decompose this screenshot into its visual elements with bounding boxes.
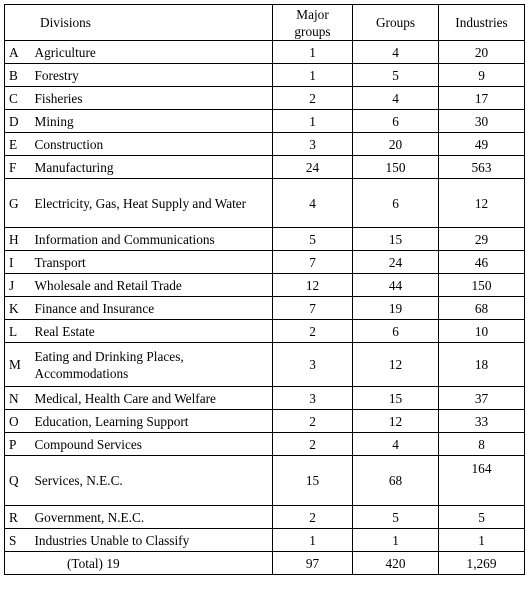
major-groups-cell: 1 <box>273 529 353 552</box>
groups-cell: 5 <box>353 506 439 529</box>
groups-cell: 5 <box>353 64 439 87</box>
division-code: L <box>5 320 29 343</box>
division-code: K <box>5 297 29 320</box>
major-groups-cell: 5 <box>273 228 353 251</box>
division-code: H <box>5 228 29 251</box>
division-name: Real Estate <box>29 320 273 343</box>
division-name: Transport <box>29 251 273 274</box>
division-code: A <box>5 41 29 64</box>
groups-cell: 68 <box>353 456 439 506</box>
division-code: R <box>5 506 29 529</box>
industries-cell: 150 <box>439 274 525 297</box>
table-row <box>5 228 525 251</box>
industries-cell: 8 <box>439 433 525 456</box>
division-code: E <box>5 133 29 156</box>
industries-cell: 20 <box>439 41 525 64</box>
industries-cell: 10 <box>439 320 525 343</box>
division-name: Agriculture <box>29 41 273 64</box>
major-groups-cell: 1 <box>273 64 353 87</box>
major-groups-cell: 15 <box>273 456 353 506</box>
total-industries: 1,269 <box>439 552 525 575</box>
groups-cell: 4 <box>353 41 439 64</box>
division-code: P <box>5 433 29 456</box>
total-row <box>5 552 525 575</box>
division-code: F <box>5 156 29 179</box>
division-code: N <box>5 387 29 410</box>
division-code: J <box>5 274 29 297</box>
division-code: G <box>5 179 29 228</box>
table-row <box>5 456 525 506</box>
table-row <box>5 41 525 64</box>
division-name: Fisheries <box>29 87 273 110</box>
major-groups-cell: 4 <box>273 179 353 228</box>
groups-cell: 1 <box>353 529 439 552</box>
total-groups: 420 <box>353 552 439 575</box>
division-name: Electricity, Gas, Heat Supply and Water <box>29 179 273 228</box>
major-groups-cell: 2 <box>273 87 353 110</box>
major-groups-cell: 7 <box>273 251 353 274</box>
groups-cell: 4 <box>353 87 439 110</box>
industries-cell: 563 <box>439 156 525 179</box>
table-row <box>5 410 525 433</box>
groups-cell: 12 <box>353 410 439 433</box>
header-groups: Groups <box>353 5 439 41</box>
total-label: (Total) 19 <box>5 552 273 575</box>
groups-cell: 4 <box>353 433 439 456</box>
division-code: B <box>5 64 29 87</box>
major-groups-cell: 2 <box>273 506 353 529</box>
groups-cell: 15 <box>353 228 439 251</box>
division-name: Finance and Insurance <box>29 297 273 320</box>
division-name: Forestry <box>29 64 273 87</box>
header-divisions: Divisions <box>5 5 273 41</box>
major-groups-cell: 3 <box>273 343 353 387</box>
table-row <box>5 274 525 297</box>
major-groups-cell: 7 <box>273 297 353 320</box>
major-groups-cell: 12 <box>273 274 353 297</box>
groups-cell: 44 <box>353 274 439 297</box>
table-row <box>5 433 525 456</box>
industries-cell: 17 <box>439 87 525 110</box>
industries-cell: 29 <box>439 228 525 251</box>
division-code: Q <box>5 456 29 506</box>
header-industries: Industries <box>439 5 525 41</box>
groups-cell: 12 <box>353 343 439 387</box>
table-row <box>5 506 525 529</box>
groups-cell: 24 <box>353 251 439 274</box>
division-code: O <box>5 410 29 433</box>
major-groups-cell: 1 <box>273 110 353 133</box>
groups-cell: 15 <box>353 387 439 410</box>
industries-cell: 30 <box>439 110 525 133</box>
table-row <box>5 320 525 343</box>
industries-cell: 12 <box>439 179 525 228</box>
industries-cell: 18 <box>439 343 525 387</box>
division-code: D <box>5 110 29 133</box>
division-code: M <box>5 343 29 387</box>
major-groups-cell: 1 <box>273 41 353 64</box>
major-groups-cell: 2 <box>273 433 353 456</box>
division-name: Industries Unable to Classify <box>29 529 273 552</box>
table-row <box>5 529 525 552</box>
industries-cell: 5 <box>439 506 525 529</box>
header-major-groups: Major groups <box>273 5 353 41</box>
division-name: Medical, Health Care and Welfare <box>29 387 273 410</box>
major-groups-cell: 3 <box>273 387 353 410</box>
total-major: 97 <box>273 552 353 575</box>
division-name: Eating and Drinking Places, Accommodations <box>29 343 273 387</box>
groups-cell: 150 <box>353 156 439 179</box>
major-groups-cell: 3 <box>273 133 353 156</box>
industries-cell: 164 <box>439 456 525 506</box>
table-row <box>5 87 525 110</box>
table-row <box>5 179 525 228</box>
division-name: Education, Learning Support <box>29 410 273 433</box>
industries-cell: 37 <box>439 387 525 410</box>
division-name: Government, N.E.C. <box>29 506 273 529</box>
groups-cell: 20 <box>353 133 439 156</box>
table-row <box>5 110 525 133</box>
industries-cell: 49 <box>439 133 525 156</box>
major-groups-cell: 24 <box>273 156 353 179</box>
groups-cell: 6 <box>353 110 439 133</box>
division-name: Services, N.E.C. <box>29 456 273 506</box>
table-row <box>5 156 525 179</box>
division-name: Manufacturing <box>29 156 273 179</box>
division-code: I <box>5 251 29 274</box>
groups-cell: 6 <box>353 179 439 228</box>
division-name: Construction <box>29 133 273 156</box>
table-row <box>5 64 525 87</box>
division-name: Mining <box>29 110 273 133</box>
table-row <box>5 251 525 274</box>
table-row <box>5 297 525 320</box>
division-code: C <box>5 87 29 110</box>
industries-cell: 1 <box>439 529 525 552</box>
division-code: S <box>5 529 29 552</box>
industries-cell: 68 <box>439 297 525 320</box>
division-name: Wholesale and Retail Trade <box>29 274 273 297</box>
table-row <box>5 133 525 156</box>
major-groups-cell: 2 <box>273 410 353 433</box>
table-row <box>5 343 525 387</box>
table-body <box>5 41 525 552</box>
division-name: Information and Communications <box>29 228 273 251</box>
industry-classification-table <box>4 4 525 575</box>
division-name: Compound Services <box>29 433 273 456</box>
industries-cell: 9 <box>439 64 525 87</box>
groups-cell: 19 <box>353 297 439 320</box>
table-row <box>5 387 525 410</box>
industries-cell: 46 <box>439 251 525 274</box>
major-groups-cell: 2 <box>273 320 353 343</box>
groups-cell: 6 <box>353 320 439 343</box>
industries-cell: 33 <box>439 410 525 433</box>
header-row <box>5 5 525 41</box>
